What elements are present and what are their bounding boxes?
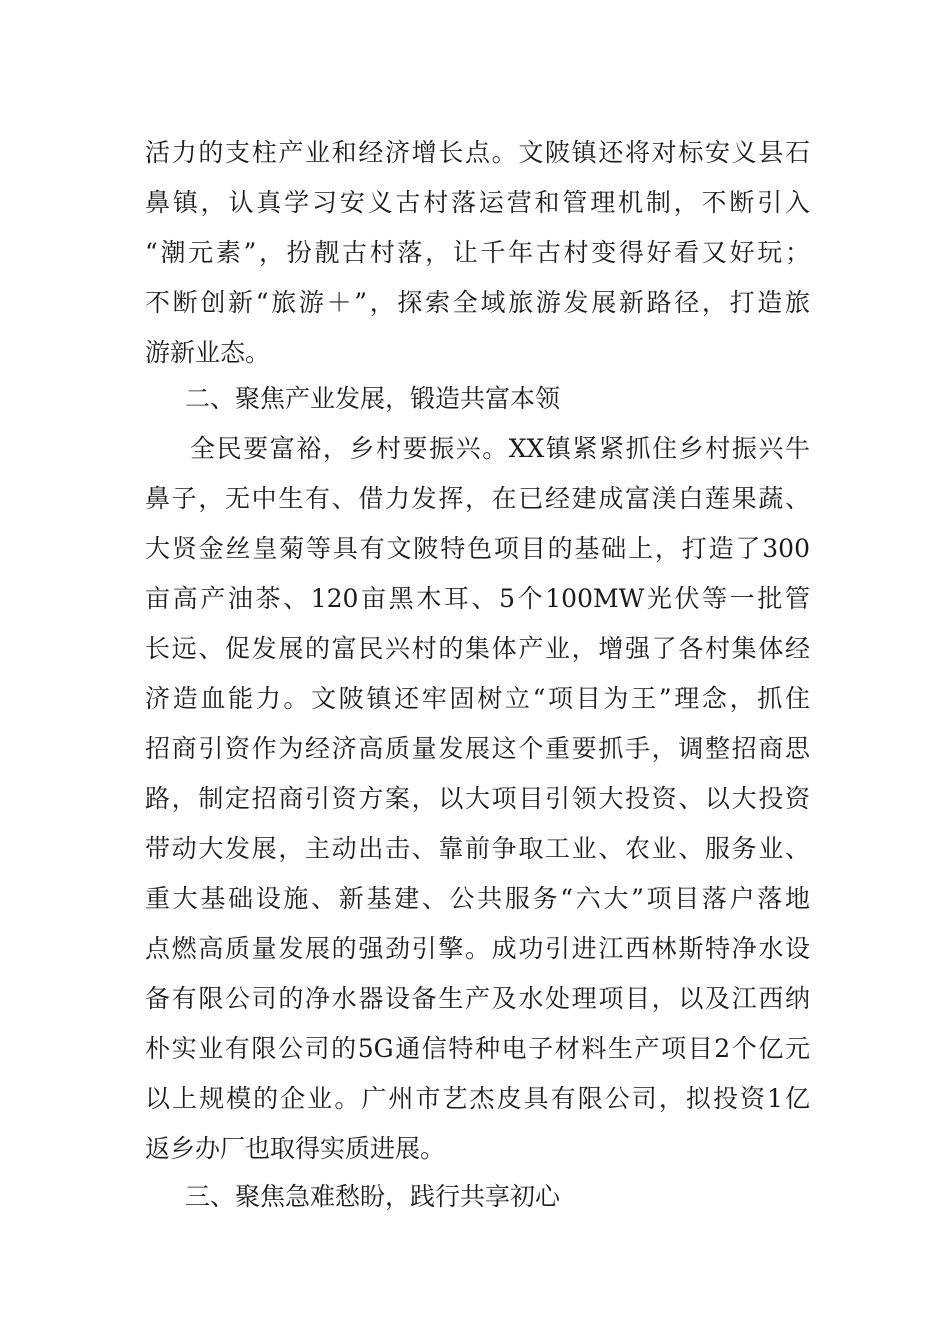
paragraph-line: 大贤金丝皇菊等具有文陂特色项目的基础上，打造了300 <box>145 534 810 563</box>
paragraph-line: 招商引资作为经济高质量发展这个重要抓手，调整招商思 <box>145 734 810 763</box>
paragraph-line: 备有限公司的净水器设备生产及水处理项目，以及江西纳 <box>145 984 810 1013</box>
section-heading: 三、聚焦急难愁盼，践行共享初心 <box>185 1182 561 1211</box>
paragraph-line: 全民要富裕，乡村要振兴。XX镇紧紧抓住乡村振兴牛 <box>190 434 810 463</box>
paragraph-line: “潮元素”，扮靓古村落，让千年古村变得好看又好玩； <box>145 238 810 267</box>
paragraph-line: 点燃高质量发展的强劲引擎。成功引进江西林斯特净水设 <box>145 934 810 963</box>
paragraph-line: 带动大发展，主动出击、靠前争取工业、农业、服务业、 <box>145 834 810 863</box>
paragraph-line: 路，制定招商引资方案，以大项目引领大投资、以大投资 <box>145 784 810 813</box>
paragraph-line: 活力的支柱产业和经济增长点。文陂镇还将对标安义县石 <box>145 138 810 167</box>
paragraph-line: 鼻镇，认真学习安义古村落运营和管理机制，不断引入 <box>145 188 810 217</box>
paragraph-line: 鼻子，无中生有、借力发挥，在已经建成富渼白莲果蔬、 <box>145 484 810 513</box>
paragraph-line: 以上规模的企业。广州市艺杰皮具有限公司，拟投资1亿 <box>145 1084 810 1113</box>
paragraph-line: 朴实业有限公司的5G通信特种电子材料生产项目2个亿元 <box>145 1034 810 1063</box>
paragraph-line: 返乡办厂也取得实质进展。 <box>145 1134 446 1163</box>
paragraph-line: 长远、促发展的富民兴村的集体产业，增强了各村集体经 <box>145 634 810 663</box>
paragraph-line: 游新业态。 <box>145 338 271 367</box>
paragraph-line: 重大基础设施、新基建、公共服务“六大”项目落户落地 <box>145 884 810 913</box>
paragraph-line: 不断创新“旅游＋”，探索全域旅游发展新路径，打造旅 <box>145 288 810 317</box>
paragraph-line: 济造血能力。文陂镇还牢固树立“项目为王”理念，抓住 <box>145 684 810 713</box>
paragraph-line: 亩高产油茶、120亩黑木耳、5个100MW光伏等一批管 <box>145 584 810 613</box>
section-heading: 二、聚焦产业发展，锻造共富本领 <box>185 384 561 413</box>
